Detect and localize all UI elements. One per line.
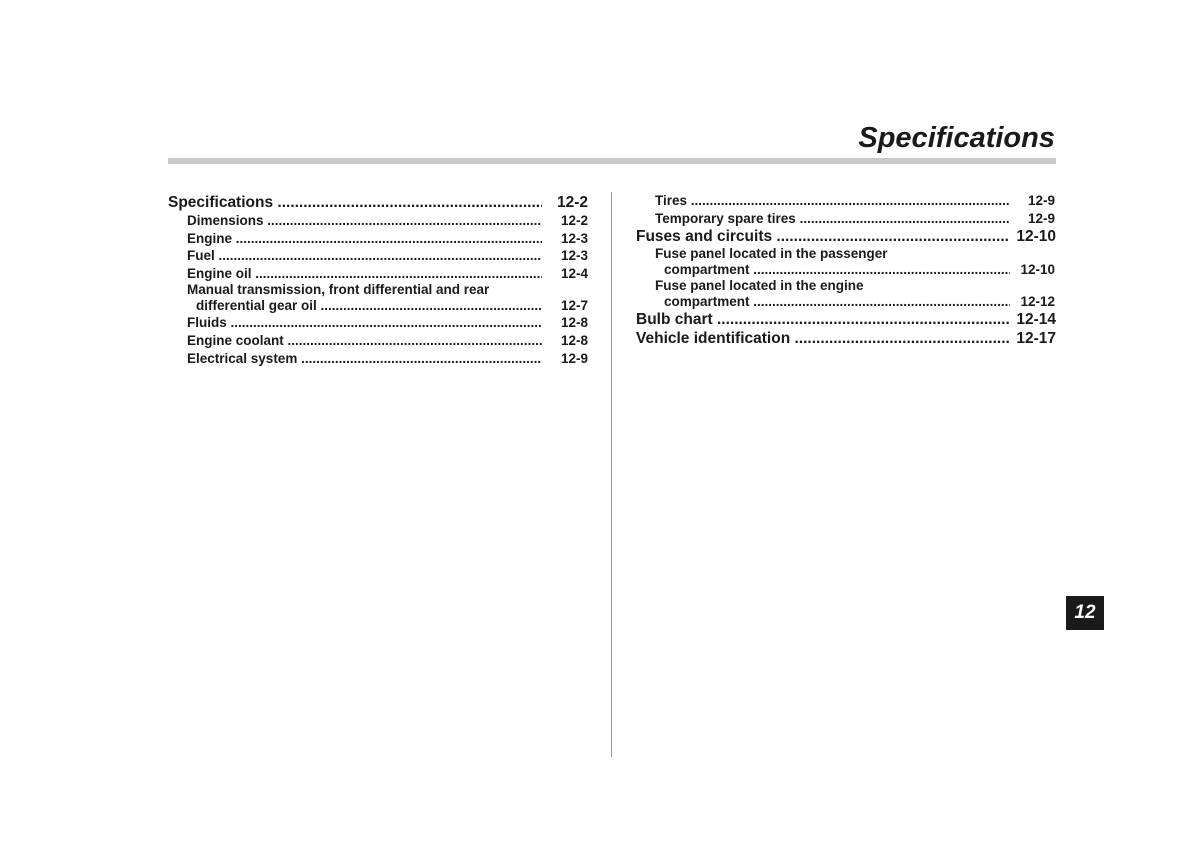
toc-entry-label: Tires ..... xyxy=(636,192,1010,210)
toc-left-column xyxy=(168,193,588,367)
chapter-title: Specifications xyxy=(858,122,1055,154)
toc-entry-engine-oil[interactable] xyxy=(168,265,588,283)
toc-entry-label: Temporary spare tires ..... xyxy=(636,210,1010,228)
toc-entry-page: 12-17 xyxy=(1016,330,1056,348)
toc-entry-fuse-panel-engine[interactable] xyxy=(636,278,1056,310)
toc-entry-page: 12-9 xyxy=(1027,210,1055,226)
toc-entry-page: 12-8 xyxy=(560,315,588,331)
title-rule xyxy=(168,158,1056,164)
toc-entry-page: 12-14 xyxy=(1016,311,1056,329)
toc-entry-temporary-spare-tires[interactable] xyxy=(636,210,1056,228)
toc-entry-label-line1: Fuse panel located in the passenger xyxy=(655,246,888,262)
toc-entry-page: 12-3 xyxy=(560,230,588,246)
toc-entry-fuses-and-circuits[interactable] xyxy=(636,227,1056,246)
toc-entry-engine[interactable] xyxy=(168,230,588,248)
toc-entry-page: 12-7 xyxy=(560,298,588,314)
toc-entry-label: Fuses and circuits ..... xyxy=(636,227,1010,246)
toc-entry-label: Specifications ..... xyxy=(168,193,542,212)
toc-entry-label: Engine ..... xyxy=(168,230,542,248)
toc-entry-label: Engine oil ..... xyxy=(168,265,542,283)
toc-entry-specifications[interactable] xyxy=(168,193,588,212)
toc-entry-tires[interactable] xyxy=(636,192,1056,210)
column-divider xyxy=(611,192,612,757)
toc-entry-label: Vehicle identification ..... xyxy=(636,329,1010,348)
toc-entry-page: 12-3 xyxy=(560,248,588,264)
toc-entry-label-line1: Manual transmission, front differential and rear xyxy=(187,282,490,298)
chapter-tab[interactable]: 12 xyxy=(1066,596,1104,630)
toc-entry-fluids[interactable] xyxy=(168,314,588,332)
toc-entry-bulb-chart[interactable] xyxy=(636,310,1056,329)
toc-entry-page: 12-8 xyxy=(560,332,588,348)
toc-entry-page: 12-12 xyxy=(1020,294,1055,310)
toc-entry-page: 12-4 xyxy=(560,265,588,281)
toc-entry-engine-coolant[interactable] xyxy=(168,332,588,350)
toc-entry-page: 12-10 xyxy=(1016,228,1056,246)
toc-entry-dimensions[interactable] xyxy=(168,212,588,230)
toc-entry-page: 12-9 xyxy=(1027,193,1055,208)
toc-entry-label-line2: compartment ..... xyxy=(636,294,1010,310)
toc-entry-electrical-system[interactable] xyxy=(168,350,588,368)
toc-entry-label: Engine coolant ..... xyxy=(168,332,542,350)
toc-entry-page: 12-2 xyxy=(560,213,588,228)
toc-entry-label: Fluids ..... xyxy=(168,314,542,332)
toc-entry-label: Electrical system ..... xyxy=(168,350,542,368)
toc-entry-label: Fuel ..... xyxy=(168,247,542,265)
toc-entry-vehicle-identification[interactable] xyxy=(636,329,1056,348)
toc-entry-page: 12-9 xyxy=(560,350,588,366)
toc-right-column xyxy=(636,192,1056,348)
toc-entry-fuse-panel-passenger[interactable] xyxy=(636,246,1056,278)
toc-entry-label-line1: Fuse panel located in the engine xyxy=(655,278,864,294)
toc-entry-gear-oil[interactable] xyxy=(168,282,588,314)
toc-entry-page: 12-10 xyxy=(1020,262,1055,278)
toc-entry-label: Bulb chart ..... xyxy=(636,310,1010,329)
toc-entry-page: 12-2 xyxy=(556,194,588,211)
toc-entry-label-line2: compartment ..... xyxy=(636,262,1010,278)
toc-entry-label-line2: differential gear oil ..... xyxy=(168,298,542,314)
toc-entry-label: Dimensions ..... xyxy=(168,212,542,230)
toc-entry-fuel[interactable] xyxy=(168,247,588,265)
